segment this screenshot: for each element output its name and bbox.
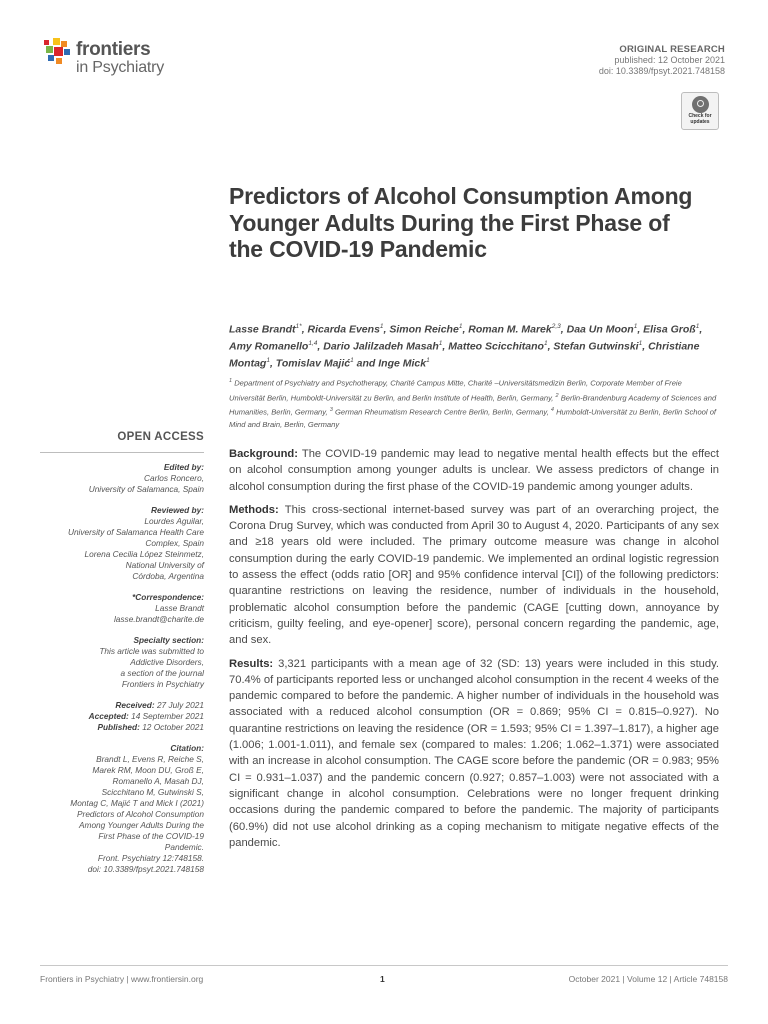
results-text: 3,321 participants with a mean age of 32 (SD: 13) years were included in this study. 70.4% of participants reported less or unchanged alcohol consumption in the recent 4 weeks of the pandemic compared to before the pandemic. A higher number of individuals in the household was associated with a reduced alcohol consumption (OR = 0.869; 95% CI = 0.815–0.927). No quarantine restrictions on leaving the residence (OR = 1.593; 95% CI = 1.397–1.817), a higher age (1.006; 1.001-1.011), and female sex (compared to males: 1.206; 1.062–1.371) were associated with an increase in alcohol consumption. The CAGE score before the pandemic (OR = 0.983; 95% CI = 0.931–1.037) and the pandemic concern (0.927; 0.857–1.003) were not associated with a significant change in alcohol consumption. Celebrations were no longer frequent drinking occasions during the pandemic compared to before the pandemic. The majority of participants (60.9%) did not use alcohol drinking as a coping mechanism to mitigate negative effects of the pandemic. [229,657,719,849]
sidebar-line: First Phase of the COVID-19 [98,831,204,841]
sidebar-line: Carlos Roncero, [144,473,204,483]
citation-heading: Citation: [170,743,204,753]
affiliation-2: Berlin-Brandenburg Academy of Sciences and Humanities, Berlin, Germany, [229,393,717,417]
accepted-heading: Accepted: [88,711,129,721]
author-affiliation-mark: 1 [695,323,700,330]
sidebar-line: lasse.brandt@charite.de [113,614,204,624]
reviewed-by-heading: Reviewed by: [150,505,204,515]
author-name[interactable]: Tomislav Majić [275,357,351,370]
open-access-label: OPEN ACCESS [40,432,204,453]
sidebar-line: Marek RM, Moon DU, Groß E, [92,765,204,775]
abstract-results [229,656,719,852]
author-name[interactable]: Matteo Scicchitano [448,340,544,353]
dates-section [40,700,204,733]
author-affiliation-mark: 2,3 [551,323,561,330]
affiliation-1: Department of Psychiatry and Psychotherapy, Charité Campus Mitte, Charité –Universitätsmedizin Berlin, Corporate Member of Freie Universität Berlin, Humboldt-Universität zu Berlin, and Berlin Institute of Health, Berlin, Germany, [229,378,682,403]
sidebar-line: Scicchitano M, Gutwinski S, [101,787,204,797]
methods-text: This cross-sectional internet-based survey was part of an overarching project, the Corona Drug Survey, which was conducted from April 30 to August 4, 2020. Participants of any sex and ≥18 years old were included. The primary outcome measure was change in alcohol consumption during the early COVID-19 pandemic. We implemented an ordinal logistic regression to assess the effect (odds ratio [OR] and 95% confidence interval [CI]) of the following predictors: quarantine restrictions on leaving the residence, number of individuals in the household, problematic alcohol consumption before the pandemic (CAGE [cutting down, annoyance by criticism, guilty feeling, and eye-opener] score), personal concern regarding the pandemic, age, and sex. [229,503,719,647]
received-date: 27 July 2021 [156,700,204,710]
specialty-lines [40,646,204,690]
edited-by-section [40,462,204,495]
journal-logo[interactable] [44,34,194,80]
published-date: published: 12 October 2021 [614,55,725,65]
author-name[interactable]: Simon Reiche [389,323,459,336]
sidebar-line: University of Salamanca, Spain [88,484,204,494]
sidebar-line: Among Younger Adults During the [79,820,204,830]
logo-text-frontiers: frontiers [76,39,151,60]
correspondence-heading: *Correspondence: [132,592,204,602]
sidebar-line: National University of [125,560,204,570]
author-affiliation-mark: 1 [458,323,463,330]
background-text: The COVID-19 pandemic may lead to negative mental health effects but the effect on alcohol consumption among younger adults is unclear. We assess predictors of change in alcohol consumption during the first phase of the COVID-19 pandemic among younger adults. [229,448,720,493]
author-name[interactable]: Christiane Montag [229,340,700,370]
sidebar-line: Front. Psychiatry 12:748158. [97,853,204,863]
author-affiliation-mark: 1 [543,340,548,347]
sidebar-line: Córdoba, Argentina [132,571,204,581]
author-affiliation-mark: 1 [633,323,638,330]
specialty-section [40,635,204,690]
check-for-updates-icon [692,96,709,113]
author-affiliation-mark: 1 [350,357,354,364]
sidebar-line: Frontiers in Psychiatry [121,679,204,689]
author-list: Lasse Brandt$^{1*}$, Ricarda Evens$^1$, Simon Reiche$^1$, Roman M. Marek$^{2,3}$, Daa Un Moon$^1$, Elisa Groß$^1$, Amy Romanello$^{1,4}$, Dario Jalilzadeh Masah$^1$, Matteo Scicchitano$^1$, Stefan Gutwinski$^1$, Christiane Montag$^1$, Tomislav Majić$^1$ and Inge Mick$^1$ [229,323,703,370]
sidebar-line: Predictors of Alcohol Consumption [77,809,204,819]
sidebar-line: University of Salamanca Health Care [67,527,204,537]
author-affiliation-mark: 1 [638,340,643,347]
accepted-date: 14 September 2021 [131,711,204,721]
sidebar-line: Pandemic. [164,842,204,852]
results-heading: Results: [229,657,274,670]
article-doi[interactable]: doi: 10.3389/fpsyt.2021.748158 [598,66,725,76]
author-name[interactable]: Elisa Groß [643,323,696,336]
sidebar-line: This article was submitted to [99,646,204,656]
sidebar-line: Montag C, Majić T and Mick I (2021) [70,798,204,808]
sidebar-line: Lasse Brandt [155,603,204,613]
citation-section [40,743,204,875]
correspondence-lines[interactable] [40,603,204,625]
published-heading: Published: [97,722,140,732]
article-header-meta [599,44,725,77]
author-affiliation-mark: 1 [379,323,384,330]
edited-by-heading: Edited by: [163,462,204,472]
background-heading: Background: [229,448,298,460]
reviewed-by-lines [40,516,204,582]
footer-article-info: October 2021 | Volume 12 | Article 748158 [568,974,728,984]
article-type: ORIGINAL RESEARCH [619,44,725,55]
affiliation-3: German Rheumatism Research Centre Berlin, Berlin, Germany, [334,407,549,417]
published-sidebar-date: 12 October 2021 [142,722,204,732]
abstract-methods [229,502,719,649]
frontiers-logo-icon [44,38,74,68]
author-name[interactable]: Inge Mick [378,357,427,370]
article-title: Predictors of Alcohol Consumption Among Younger Adults During the First Phase of the COVID-19 Pandemic [229,183,693,262]
sidebar-line: Lorena Cecilia López Steinmetz, [84,549,204,559]
sidebar-line: doi: 10.3389/fpsyt.2021.748158 [87,864,204,874]
author-name[interactable]: Daa Un Moon [566,323,634,336]
author-affiliation-mark: 1 [438,340,443,347]
page-footer [40,965,728,984]
logo-text-journal: in Psychiatry [76,59,165,76]
abstract [229,446,719,858]
affiliations: $^1$ Department of Psychiatry and Psychotherapy, Charité Campus Mitte, Charité –Universitätsmedizin Berlin, Corporate Member of Freie Universität Berlin, Humboldt-Universität zu Berlin, and Berlin Institute of Health, Berlin, Germany, $^2$ Berlin-Brandenburg Academy of Sciences and Humanities, Berlin, Germany, $^3$ German Rheumatism Research Centre Berlin, Berlin, Germany, $^4$ Humboldt-Universität zu Berlin, Berlin School of Mind and Brain, Berlin, Germany [229,378,717,429]
methods-heading: Methods: [229,503,279,516]
check-for-updates-button[interactable] [681,92,719,130]
footer-journal-link[interactable]: Frontiers in Psychiatry | www.frontiersin.org [40,974,204,984]
page-number: 1 [380,974,385,984]
reviewed-by-section [40,505,204,582]
author-name[interactable]: Amy Romanello [229,340,309,353]
author-affiliation-mark: 1 [426,357,430,364]
sidebar-line: Addictive Disorders, [130,657,204,667]
citation-lines [40,754,204,875]
specialty-heading: Specialty section: [133,635,204,645]
author-name[interactable]: Roman M. Marek [468,323,552,336]
check-for-updates-label: Check for updates [688,113,712,125]
author-name[interactable]: Stefan Gutwinski [553,340,639,353]
author-name[interactable]: Lasse Brandt [229,323,296,336]
author-affiliation-mark: 1* [295,323,302,330]
affiliation-4: Humboldt-Universität zu Berlin, Berlin School of Mind and Brain, Berlin, Germany [229,407,717,429]
edited-by-lines [40,473,204,495]
correspondence-section [40,592,204,625]
sidebar-line: Lourdes Aguilar, [144,516,204,526]
author-affiliation-mark: 1,4 [308,340,318,347]
author-name[interactable]: Ricarda Evens [307,323,380,336]
sidebar-line: Brandt L, Evens R, Reiche S, [96,754,204,764]
author-affiliation-mark: 1 [266,357,270,364]
sidebar-line: a section of the journal [120,668,204,678]
abstract-background [229,446,719,495]
received-heading: Received: [115,700,155,710]
author-name[interactable]: Dario Jalilzadeh Masah [323,340,439,353]
article-info-sidebar [40,432,204,885]
sidebar-line: Complex, Spain [145,538,204,548]
sidebar-line: Romanello A, Masah DJ, [112,776,204,786]
